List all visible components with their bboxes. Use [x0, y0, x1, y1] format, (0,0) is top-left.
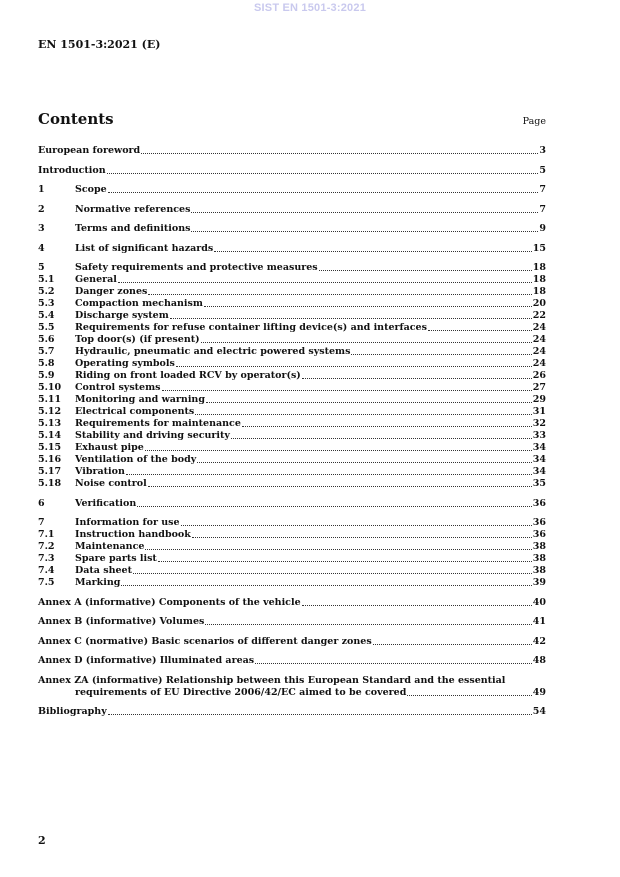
toc-entry-annex-za[interactable]	[38, 675, 546, 687]
toc-number: 5.16	[38, 454, 62, 465]
toc-entry-introduction[interactable]	[38, 165, 546, 177]
toc-label: Ventilation of the body	[75, 454, 197, 465]
toc-label: Discharge system	[75, 310, 169, 321]
leader-dots	[148, 293, 531, 295]
toc-number: 5.10	[38, 382, 62, 393]
toc-number: 5.9	[38, 370, 55, 381]
leader-dots	[118, 281, 532, 283]
toc-label: List of significant hazards	[75, 242, 214, 254]
toc-entry-5-18[interactable]	[38, 478, 546, 490]
toc-page: 7	[539, 203, 546, 215]
toc-label: Verification	[75, 497, 137, 509]
toc-entry-7-4[interactable]	[38, 565, 546, 577]
toc-number: 5.18	[38, 478, 62, 489]
toc-page: 41	[532, 616, 546, 627]
leader-dots	[162, 389, 532, 391]
toc-label: Safety requirements and protective measures	[75, 262, 318, 273]
toc-label: Annex D (informative) Illuminated areas	[38, 655, 255, 666]
table-of-contents	[38, 145, 546, 718]
leader-dots	[214, 250, 532, 252]
toc-label: Stability and driving security	[75, 430, 230, 441]
toc-number: 5.13	[38, 418, 62, 429]
toc-label: Annex C (normative) Basic scenarios of different danger zones	[38, 635, 372, 647]
toc-label: Riding on front loaded RCV by operator(s)	[75, 370, 301, 381]
toc-entry-7-3[interactable]	[38, 553, 546, 565]
toc-page: 36	[532, 529, 546, 540]
toc-label: Introduction	[38, 164, 106, 176]
watermark: SIST EN 1501-3:2021	[253, 2, 367, 14]
toc-page: 48	[532, 655, 546, 666]
toc-page: 34	[532, 466, 546, 477]
contents-heading	[38, 110, 546, 128]
leader-dots	[108, 191, 539, 193]
toc-entry-5-15[interactable]	[38, 442, 546, 454]
leader-dots	[319, 269, 532, 271]
leader-dots	[205, 623, 531, 625]
leader-dots	[201, 341, 532, 343]
toc-label: Danger zones	[75, 286, 148, 297]
toc-page: 5	[539, 164, 546, 176]
leader-dots	[255, 662, 532, 664]
toc-number: 7.1	[38, 529, 55, 540]
toc-entry-5-12[interactable]	[38, 406, 546, 418]
leader-dots	[126, 473, 532, 475]
toc-label: Annex ZA (informative) Relationship between this European Standard and the essential	[38, 674, 506, 686]
leader-dots	[231, 437, 532, 439]
leader-dots	[204, 305, 532, 307]
toc-label: Marking	[75, 577, 121, 588]
toc-label: Top door(s) (if present)	[75, 334, 200, 345]
toc-entry-bibliography[interactable]	[38, 706, 546, 718]
toc-page: 31	[532, 406, 546, 417]
toc-entry-5-16[interactable]	[38, 454, 546, 466]
toc-number: 7.3	[38, 553, 55, 564]
toc-entry-annex-a[interactable]	[38, 597, 546, 609]
leader-dots	[195, 413, 531, 415]
toc-number: 5.5	[38, 322, 55, 333]
toc-entry-5-1[interactable]	[38, 274, 546, 286]
toc-page: 20	[532, 298, 546, 309]
leader-dots	[158, 560, 532, 562]
toc-entry-5-6[interactable]	[38, 334, 546, 346]
toc-page: 24	[532, 334, 546, 345]
toc-entry-annex-c[interactable]	[38, 636, 546, 648]
toc-number: 6	[38, 497, 45, 509]
toc-page: 18	[532, 262, 546, 273]
leader-dots	[302, 604, 532, 606]
toc-entry-5-10[interactable]	[38, 382, 546, 394]
toc-label: Exhaust pipe	[75, 442, 144, 453]
toc-number: 5.3	[38, 298, 55, 309]
toc-page: 35	[532, 478, 546, 489]
toc-entry-7-2[interactable]	[38, 541, 546, 553]
toc-number: 7	[38, 517, 45, 528]
toc-number: 5.4	[38, 310, 55, 321]
toc-page: 18	[532, 286, 546, 297]
toc-label: requirements of EU Directive 2006/42/EC aimed to be covered	[75, 686, 407, 698]
leader-dots	[176, 365, 532, 367]
toc-label: Monitoring and warning	[75, 394, 205, 405]
toc-page: 24	[532, 358, 546, 369]
toc-entry-6[interactable]	[38, 498, 546, 510]
toc-page: 15	[532, 242, 546, 254]
toc-entry-3[interactable]	[38, 223, 546, 235]
toc-page: 22	[532, 310, 546, 321]
toc-page: 7	[539, 184, 546, 195]
toc-entry-annex-za-continued[interactable]	[38, 687, 546, 699]
toc-page: 9	[539, 223, 546, 234]
toc-label: General	[75, 274, 117, 285]
toc-page: 34	[532, 442, 546, 453]
toc-number: 1	[38, 184, 45, 195]
leader-dots	[148, 485, 532, 487]
leader-dots	[242, 425, 532, 427]
toc-entry-7-1[interactable]	[38, 529, 546, 541]
toc-label: Data sheet	[75, 565, 132, 576]
toc-number: 7.2	[38, 541, 55, 552]
toc-label: Information for use	[75, 517, 180, 528]
leader-dots	[137, 505, 532, 507]
leader-dots	[121, 584, 531, 586]
toc-page: 39	[532, 577, 546, 588]
toc-entry-annex-b[interactable]	[38, 616, 546, 628]
leader-dots	[192, 536, 532, 538]
leader-dots	[373, 643, 532, 645]
leader-dots	[407, 694, 531, 696]
toc-number: 7.4	[38, 565, 55, 576]
toc-label: Annex A (informative) Components of the vehicle	[38, 596, 301, 608]
toc-entry-5-7[interactable]	[38, 346, 546, 358]
toc-page: 42	[532, 635, 546, 647]
toc-entry-annex-d[interactable]	[38, 655, 546, 667]
toc-entry-7-5[interactable]	[38, 577, 546, 589]
toc-page: 24	[532, 322, 546, 333]
toc-number: 2	[38, 203, 45, 215]
leader-dots	[191, 230, 538, 232]
toc-number: 5.11	[38, 394, 62, 405]
toc-number: 5.8	[38, 358, 55, 369]
page-number: 2	[38, 834, 46, 847]
toc-number: 7.5	[38, 577, 55, 588]
leader-dots	[141, 152, 538, 154]
toc-label: Normative references	[75, 203, 191, 215]
toc-page: 34	[532, 454, 546, 465]
toc-label: Vibration	[75, 466, 125, 477]
toc-number: 5.1	[38, 274, 55, 285]
toc-entry-5[interactable]	[38, 262, 546, 274]
toc-page: 38	[532, 553, 546, 564]
toc-number: 5.17	[38, 466, 62, 477]
toc-entry-5-4[interactable]	[38, 310, 546, 322]
toc-entry-4[interactable]	[38, 243, 546, 255]
page-column-label: Page	[522, 116, 546, 127]
leader-dots	[197, 461, 531, 463]
toc-entry-5-8[interactable]	[38, 358, 546, 370]
toc-label: Bibliography	[38, 706, 107, 717]
leader-dots	[428, 329, 532, 331]
toc-number: 5.6	[38, 334, 55, 345]
toc-page: 36	[532, 497, 546, 509]
toc-entry-5-11[interactable]	[38, 394, 546, 406]
toc-label: Annex B (informative) Volumes	[38, 616, 205, 627]
leader-dots	[108, 713, 532, 715]
toc-label: Noise control	[75, 478, 147, 489]
document-id: EN 1501-3:2021 (E)	[38, 38, 161, 51]
toc-entry-foreword[interactable]	[38, 145, 546, 157]
leader-dots	[170, 317, 532, 319]
toc-entry-5-9[interactable]	[38, 370, 546, 382]
toc-entry-1[interactable]	[38, 184, 546, 196]
toc-number: 5.12	[38, 406, 62, 417]
toc-number: 4	[38, 242, 45, 254]
toc-entry-5-14[interactable]	[38, 430, 546, 442]
toc-label: Maintenance	[75, 541, 145, 552]
leader-dots	[133, 572, 532, 574]
toc-label: Operating symbols	[75, 358, 175, 369]
toc-page: 18	[532, 274, 546, 285]
toc-page: 54	[532, 706, 546, 717]
toc-label: Terms and definitions	[75, 223, 191, 234]
toc-page: 3	[539, 145, 546, 156]
toc-entry-5-5[interactable]	[38, 322, 546, 334]
leader-dots	[181, 524, 532, 526]
leader-dots	[145, 449, 532, 451]
toc-number: 3	[38, 223, 45, 234]
toc-label: Compaction mechanism	[75, 298, 203, 309]
toc-label: Requirements for maintenance	[75, 418, 241, 429]
toc-number: 5.14	[38, 430, 62, 441]
toc-page: 32	[532, 418, 546, 429]
leader-dots	[302, 377, 532, 379]
leader-dots	[206, 401, 532, 403]
contents-title: Contents	[38, 110, 114, 128]
toc-number: 5.15	[38, 442, 62, 453]
toc-label: European foreword	[38, 145, 141, 156]
toc-page: 26	[532, 370, 546, 381]
toc-label: Scope	[75, 184, 107, 195]
toc-number: 5.2	[38, 286, 55, 297]
toc-entry-5-3[interactable]	[38, 298, 546, 310]
toc-entry-2[interactable]	[38, 204, 546, 216]
toc-label: Instruction handbook	[75, 529, 191, 540]
toc-label: Electrical components	[75, 406, 195, 417]
toc-page: 33	[532, 430, 546, 441]
toc-page: 36	[532, 517, 546, 528]
toc-entry-5-17[interactable]	[38, 466, 546, 478]
toc-label: Control systems	[75, 382, 161, 393]
toc-page: 27	[532, 382, 546, 393]
toc-page: 40	[532, 596, 546, 608]
toc-page: 38	[532, 565, 546, 576]
toc-page: 24	[532, 346, 546, 357]
toc-label: Spare parts list	[75, 553, 157, 564]
toc-page: 29	[532, 394, 546, 405]
toc-label: Hydraulic, pneumatic and electric powered systems	[75, 346, 351, 357]
toc-number: 5	[38, 262, 45, 273]
toc-page: 49	[532, 686, 546, 698]
toc-entry-5-13[interactable]	[38, 418, 546, 430]
toc-entry-5-2[interactable]	[38, 286, 546, 298]
toc-page: 38	[532, 541, 546, 552]
leader-dots	[351, 353, 531, 355]
toc-label: Requirements for refuse container lifting device(s) and interfaces	[75, 322, 427, 333]
leader-dots	[145, 548, 531, 550]
leader-dots	[191, 211, 538, 213]
leader-dots	[107, 172, 539, 174]
toc-entry-7[interactable]	[38, 517, 546, 529]
toc-number: 5.7	[38, 346, 55, 357]
